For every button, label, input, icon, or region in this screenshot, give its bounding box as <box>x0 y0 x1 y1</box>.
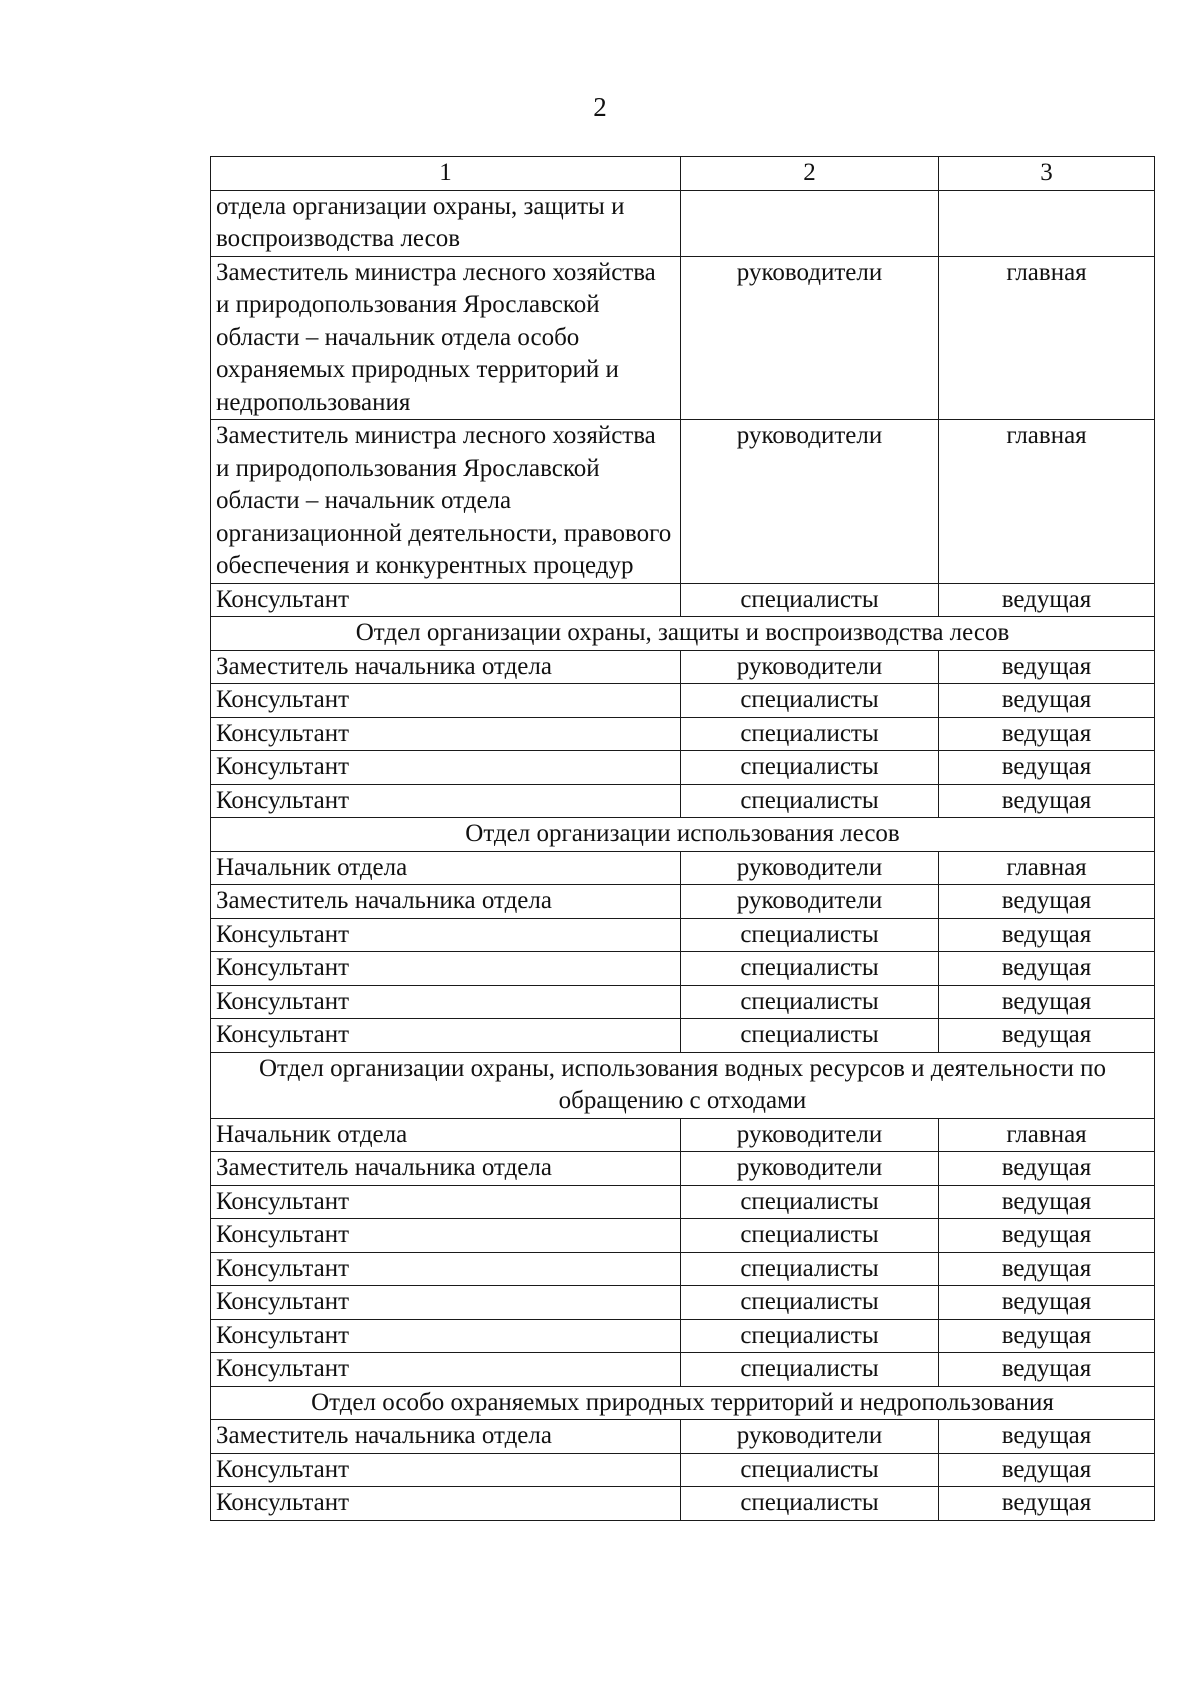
category-cell: ведущая <box>939 1219 1155 1253</box>
table-row <box>211 952 1155 986</box>
position-cell: Консультант <box>211 1019 681 1053</box>
position-cell: Консультант <box>211 583 681 617</box>
group-cell: специалисты <box>681 751 939 785</box>
table-row <box>211 190 1155 256</box>
group-cell: специалисты <box>681 1252 939 1286</box>
category-cell: ведущая <box>939 1319 1155 1353</box>
group-cell: специалисты <box>681 985 939 1019</box>
group-cell: руководители <box>681 650 939 684</box>
section-title: Отдел организации охраны, защиты и воспроизводства лесов <box>211 617 1155 651</box>
table-row <box>211 1219 1155 1253</box>
group-cell: специалисты <box>681 952 939 986</box>
position-cell: Консультант <box>211 1185 681 1219</box>
table-row <box>211 1353 1155 1387</box>
table-row <box>211 918 1155 952</box>
group-cell: специалисты <box>681 1019 939 1053</box>
group-cell: специалисты <box>681 1286 939 1320</box>
position-cell: Консультант <box>211 1353 681 1387</box>
table-row <box>211 1487 1155 1521</box>
group-cell: руководители <box>681 1152 939 1186</box>
section-title: Отдел организации охраны, использования водных ресурсов и деятельности по обращению с отходами <box>211 1052 1155 1118</box>
category-cell: ведущая <box>939 650 1155 684</box>
category-cell: главная <box>939 851 1155 885</box>
position-cell: Консультант <box>211 751 681 785</box>
group-cell: специалисты <box>681 1219 939 1253</box>
group-cell: специалисты <box>681 1453 939 1487</box>
position-cell: Консультант <box>211 918 681 952</box>
category-cell: ведущая <box>939 583 1155 617</box>
table-row <box>211 1319 1155 1353</box>
group-cell: руководители <box>681 420 939 584</box>
position-cell: Консультант <box>211 717 681 751</box>
position-cell: Консультант <box>211 952 681 986</box>
group-cell: специалисты <box>681 1185 939 1219</box>
table-row <box>211 1152 1155 1186</box>
category-cell: ведущая <box>939 885 1155 919</box>
category-cell: ведущая <box>939 1019 1155 1053</box>
table-row <box>211 851 1155 885</box>
position-cell: Начальник отдела <box>211 851 681 885</box>
group-cell: специалисты <box>681 1353 939 1387</box>
column-header-3: 3 <box>939 157 1155 191</box>
table-body <box>211 157 1155 1521</box>
table-row <box>211 583 1155 617</box>
category-cell: ведущая <box>939 717 1155 751</box>
position-cell: Консультант <box>211 985 681 1019</box>
table-row <box>211 784 1155 818</box>
group-cell: специалисты <box>681 784 939 818</box>
column-header-2: 2 <box>681 157 939 191</box>
category-cell: главная <box>939 420 1155 584</box>
table-row <box>211 1118 1155 1152</box>
position-cell: Заместитель начальника отдела <box>211 650 681 684</box>
category-cell: ведущая <box>939 952 1155 986</box>
group-cell: специалисты <box>681 918 939 952</box>
table-header-row <box>211 157 1155 191</box>
group-cell: специалисты <box>681 717 939 751</box>
positions-table <box>210 156 1155 1521</box>
table-row <box>211 1185 1155 1219</box>
column-header-1: 1 <box>211 157 681 191</box>
position-cell: Заместитель министра лесного хозяйства и природопользования Ярославской области – начальник отдела организационной деятельности, правового обеспечения и конкурентных процедур <box>211 420 681 584</box>
group-cell: руководители <box>681 256 939 420</box>
category-cell: ведущая <box>939 918 1155 952</box>
table-row <box>211 751 1155 785</box>
category-cell: ведущая <box>939 1453 1155 1487</box>
position-cell: Заместитель министра лесного хозяйства и природопользования Ярославской области – начальник отдела особо охраняемых природных территорий и недропользования <box>211 256 681 420</box>
group-cell <box>681 190 939 256</box>
group-cell: специалисты <box>681 1487 939 1521</box>
category-cell: ведущая <box>939 985 1155 1019</box>
category-cell: главная <box>939 256 1155 420</box>
position-cell: Консультант <box>211 1286 681 1320</box>
position-cell: Консультант <box>211 684 681 718</box>
position-cell: Начальник отдела <box>211 1118 681 1152</box>
table-row <box>211 1420 1155 1454</box>
group-cell: руководители <box>681 885 939 919</box>
position-cell: Заместитель начальника отдела <box>211 1152 681 1186</box>
category-cell: ведущая <box>939 1420 1155 1454</box>
group-cell: специалисты <box>681 1319 939 1353</box>
position-cell: Консультант <box>211 1487 681 1521</box>
group-cell: руководители <box>681 851 939 885</box>
table-row <box>211 650 1155 684</box>
section-header-row <box>211 818 1155 852</box>
category-cell: ведущая <box>939 784 1155 818</box>
table-row <box>211 717 1155 751</box>
position-cell: Заместитель начальника отдела <box>211 885 681 919</box>
position-cell: Консультант <box>211 1319 681 1353</box>
table-row <box>211 985 1155 1019</box>
page-number: 2 <box>593 92 607 122</box>
table-row <box>211 256 1155 420</box>
section-header-row <box>211 1052 1155 1118</box>
table-row <box>211 1453 1155 1487</box>
section-header-row <box>211 617 1155 651</box>
position-cell: Консультант <box>211 1219 681 1253</box>
table-row <box>211 1286 1155 1320</box>
group-cell: специалисты <box>681 684 939 718</box>
category-cell: ведущая <box>939 751 1155 785</box>
category-cell: ведущая <box>939 1185 1155 1219</box>
category-cell <box>939 190 1155 256</box>
group-cell: руководители <box>681 1420 939 1454</box>
position-cell: Консультант <box>211 1252 681 1286</box>
category-cell: главная <box>939 1118 1155 1152</box>
section-header-row <box>211 1386 1155 1420</box>
group-cell: руководители <box>681 1118 939 1152</box>
position-cell: Заместитель начальника отдела <box>211 1420 681 1454</box>
position-cell: Консультант <box>211 784 681 818</box>
position-cell: отдела организации охраны, защиты и воспроизводства лесов <box>211 190 681 256</box>
section-title: Отдел особо охраняемых природных территорий и недропользования <box>211 1386 1155 1420</box>
table-row <box>211 1252 1155 1286</box>
table-row <box>211 684 1155 718</box>
group-cell: специалисты <box>681 583 939 617</box>
category-cell: ведущая <box>939 1152 1155 1186</box>
category-cell: ведущая <box>939 1252 1155 1286</box>
category-cell: ведущая <box>939 1286 1155 1320</box>
category-cell: ведущая <box>939 684 1155 718</box>
category-cell: ведущая <box>939 1487 1155 1521</box>
table-row <box>211 1019 1155 1053</box>
position-cell: Консультант <box>211 1453 681 1487</box>
category-cell: ведущая <box>939 1353 1155 1387</box>
table-row <box>211 420 1155 584</box>
table-row <box>211 885 1155 919</box>
section-title: Отдел организации использования лесов <box>211 818 1155 852</box>
